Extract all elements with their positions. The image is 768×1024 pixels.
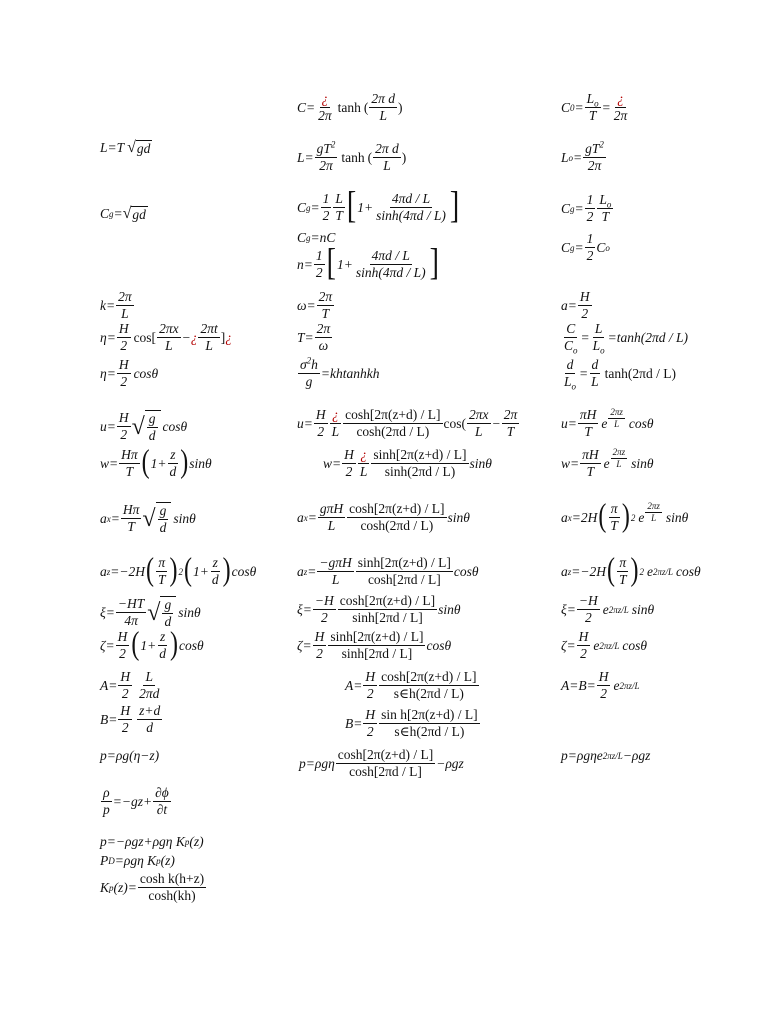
pressure-equation: p=ρgη $\frac{\cosh[2\pi(z+d) / L]}{\cosh[2\pi d / L]}$ −ρgz [299,747,464,780]
surface-elevation-theta-equation: η= $\frac{H}{2}$ cosθ [100,357,159,390]
bernoulli-equation: $\frac{\rho}{p}$ =−gz+ $\frac{\partial\phi}{\partial t}$ [103,785,169,818]
vertical-velocity-equation: w= $\frac{H}{2}$ $\frac{¿}{L}$ $\frac{\sinh[2\pi(z+d) / L]}{\sinh(2\pi d / L)}$ sinθ [323,447,492,480]
shallow-vertical-displacement-equation: ζ= $\frac{H}{2}$ ( 1+ $\frac{z}{d}$ ) cosθ [100,627,204,663]
deepwater-wavelength-equation: L o = $\frac{gT^2}{2\pi}$ [561,139,604,174]
deepwater-group-velocity-equation: C g = $\frac{1}{2}$ $\frac{L_o}{T}$ [561,192,612,225]
dispersion-relation-equation: $\frac{\sigma^2h}{g}$ =khtanhkh [300,355,380,390]
dynamic-pressure-equation: P D =ρgη K p (z) [100,853,175,868]
a-axis-equation: A= $\frac{H}{2}$ $\frac{\cosh[2\pi(z+d) / L]}{s\in h(2\pi d / L)}$ [345,669,477,702]
wave-number-equation: k= $\frac{2\pi}{L}$ [100,289,132,322]
celerity-equation: C= $\frac{¿}{2\pi}$ tanh ( $\frac{\text{2π d}}{L}$ ) [297,91,403,124]
deepwater-celerity-equation: C 0 = $\frac{L_o}{T}$ = $\frac{¿}{2\pi}$ [561,91,628,124]
shallow-a-axis-equation: A= $\frac{H}{2}$ $\frac{L}{2\pi d}$ [100,669,160,702]
n-ratio-equation: n= $\frac{1}{2}$ [ 1+ $\frac{4\pi d / L}{\sinh(4\pi d / L)}$ ] [297,242,439,285]
deep-vertical-acceleration-equation: a z =−2H ( $\frac{\pi}{T}$ ) 2 e 2πz/L cosθ [561,553,701,589]
deepwater-group-half-equation: C g = $\frac{1}{2}$ C o [561,231,610,264]
horizontal-displacement-equation: ξ= $\frac{-H}{2}$ $\frac{\cosh[2\pi(z+d) / L]}{\sinh[2\pi d / L]}$ sinθ [297,593,461,626]
deep-vertical-displacement-equation: ζ= $\frac{H}{2}$ e 2πz/L cosθ [561,629,647,662]
angular-frequency-equation: ω= $\frac{2\pi}{T}$ [297,289,333,322]
horizontal-acceleration-equation: a x = $\frac{\text{gπH}}{L}$ $\frac{\cosh[2\pi(z+d) / L]}{\cosh(2\pi d / L)}$ sinθ [297,501,470,534]
vertical-acceleration-equation: a z = $\frac{\text{−gπH}}{L}$ $\frac{\sinh[2\pi(z+d) / L]}{\cosh[2\pi d / L]}$ cosθ [297,555,479,588]
shallow-horizontal-displacement-equation: ξ= $\frac{-HT}{4\pi}$ √ $\frac{g}{d}$ sinθ [100,596,201,630]
deep-ab-axes-equation: A=B= $\frac{H}{2}$ e 2πz/L [561,669,640,702]
group-velocity-equation: C g = $\frac{1}{2}$ $\frac{L}{T}$ [ 1+ $\frac{4\pi d / L}{\sinh(4\pi d / L)}$ ] [297,185,460,228]
shallow-pressure-equation: p=ρg(η−z) [100,748,160,763]
amplitude-equation: a= $\frac{H}{2}$ [561,289,590,322]
shallow-vertical-velocity-equation: w= $\frac{H\pi}{T}$ ( 1+ $\frac{z}{d}$ ) sinθ [100,445,212,481]
deep-vertical-velocity-equation: w= $\frac{\pi H}{T}$ e $\frac{2\pi z}{L}$ sinθ [561,447,654,480]
deep-horizontal-acceleration-equation: a x =2H ( $\frac{\pi}{T}$ ) 2 e $\frac{2\pi z}{L}$ sinθ [561,499,689,535]
deep-horizontal-displacement-equation: ξ= $\frac{-H}{2}$ e 2πz/L sinθ [561,593,655,626]
deep-pressure-equation: p=ρgηe 2πz/L −ρgz [561,748,651,763]
period-equation: T= $\frac{2\pi}{\omega}$ [297,321,331,354]
deep-horizontal-velocity-equation: u= $\frac{\pi H}{T}$ e $\frac{2\pi z}{L}$ cosθ [561,407,654,440]
surface-elevation-equation: η= $\frac{H}{2}$ cos[ $\frac{2\pi x}{L}$ − ¿ $\frac{2\pi t}{L}$ ] ¿ [100,321,232,354]
celerity-ratio-equation: $\frac{C}{C_o}$ = $\frac{L}{L_o}$ =tanh(2πd / L) [564,321,689,356]
group-velocity-nc-equation: C g =nC [297,230,336,245]
wavelength-equation: L= $\frac{gT^2}{2\pi}$ tanh ( $\frac{\text{2π d}}{L}$ ) [297,139,407,174]
shallow-b-axis-equation: B= $\frac{H}{2}$ $\frac{z+d}{d}$ [100,703,161,736]
depth-ratio-equation: $\frac{d}{L_o}$ = $\frac{d}{L}$ tanh(2πd / L) [564,357,676,392]
shallow-group-velocity-equation: C g = √ gd [100,205,146,223]
b-axis-equation: B= $\frac{H}{2}$ $\frac{\text{sin h[2π(z+d) / L]}}{s\in h(2\pi d / L)}$ [345,707,478,740]
shallow-horizontal-acceleration-equation: a x = $\frac{H\pi}{T}$ √ $\frac{g}{d}$ sinθ [100,502,196,536]
pressure-response-equation: p=−ρgz+ρgη K p (z) [100,834,204,849]
shallow-wavelength-equation: L=T √ gd [100,139,151,157]
vertical-displacement-equation: ζ= $\frac{H}{2}$ $\frac{\sinh[2\pi(z+d) / L]}{\sinh[2\pi d / L]}$ cosθ [297,629,452,662]
horizontal-velocity-equation: u= $\frac{H}{2}$ $\frac{¿}{L}$ $\frac{\cosh[2\pi(z+d) / L]}{\cosh(2\pi d / L)}$ cos( $\frac{2\pi x}{L}$ − $\frac{2\pi}{T}$ [297,407,518,440]
shallow-vertical-acceleration-equation: a z =−2H ( $\frac{\pi}{T}$ ) 2 ( 1+ $\frac{z}{d}$ ) cosθ [100,553,257,589]
shallow-horizontal-velocity-equation: u= $\frac{H}{2}$ √ $\frac{g}{d}$ cosθ [100,410,188,444]
pressure-response-factor-equation: K p (z)= $\frac{\text{cosh k(h+z)}}{\cosh(kh)}$ [100,871,205,904]
